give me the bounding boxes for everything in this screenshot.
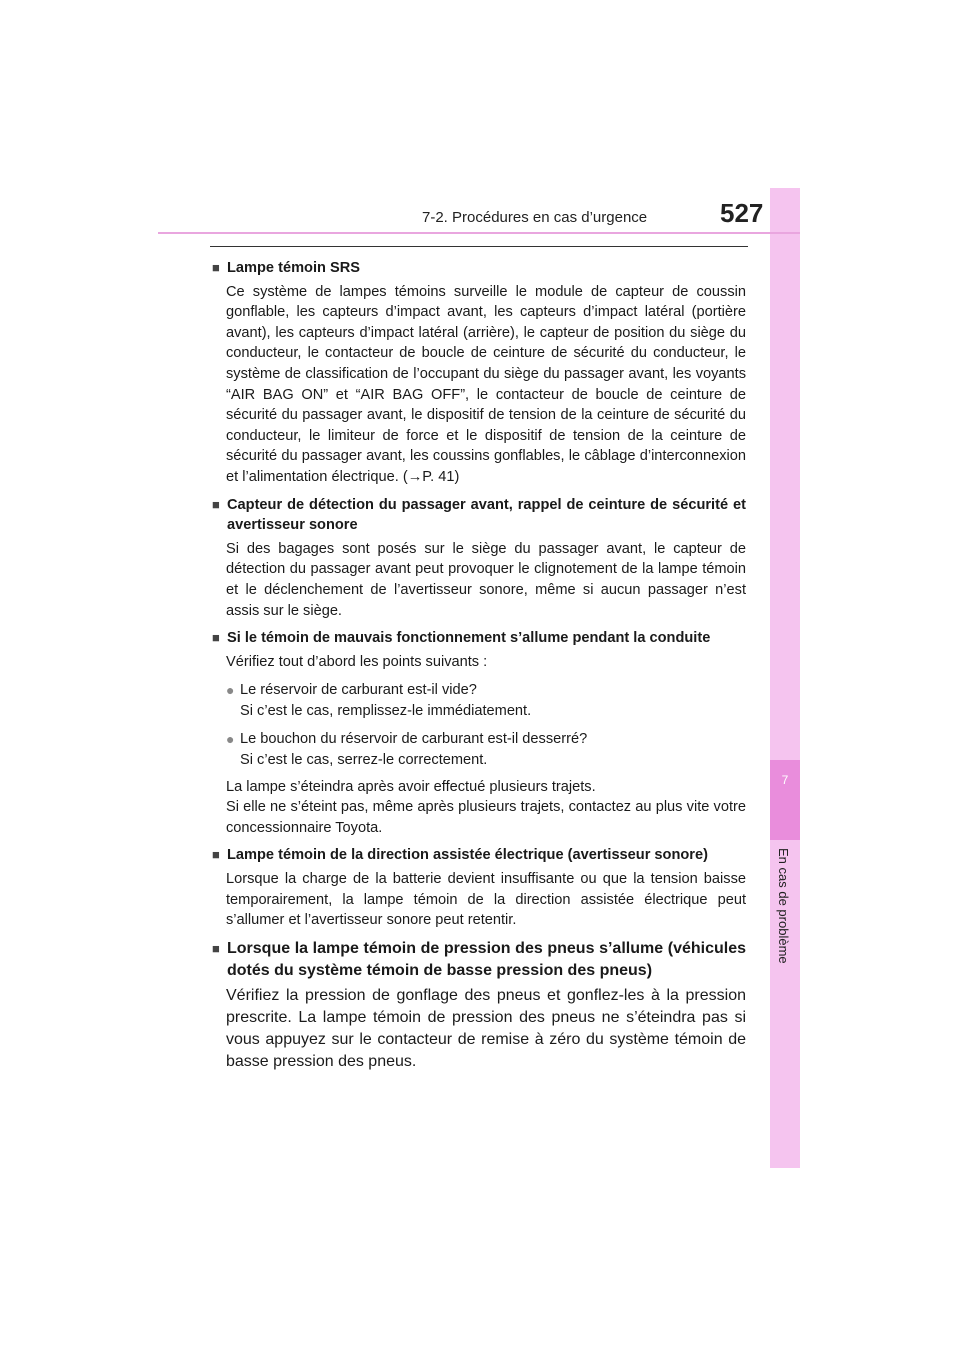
header-section-title: 7-2. Procédures en cas d’urgence xyxy=(422,209,648,226)
section-passenger-sensor xyxy=(212,495,746,622)
circle-bullet-icon: ● xyxy=(226,682,235,699)
chapter-number: 7 xyxy=(781,773,789,787)
section-heading: ■ Lampe témoin SRS xyxy=(212,258,746,279)
circle-bullet-icon: ● xyxy=(226,731,235,748)
chapter-number-tab xyxy=(770,760,800,840)
chapter-title: En cas de problème xyxy=(776,848,791,964)
list-item: ● Le réservoir de carburant est-il vide? Si c’est le cas, remplissez-le immédiatement. xyxy=(226,680,746,721)
section-heading: ■ Capteur de détection du passager avant, rappel de ceinture de sécurité et avertisseur sonore xyxy=(212,495,746,536)
page-number: 527 xyxy=(720,198,764,228)
section-tire-pressure xyxy=(212,938,746,1073)
section-outro: Si elle ne s’éteint pas, même après plusieurs trajets, contactez au plus vite votre concessionnaire Toyota. xyxy=(226,799,746,836)
chapter-side-tab xyxy=(770,188,800,1168)
header-divider xyxy=(158,232,800,234)
page-content xyxy=(212,258,746,1080)
section-heading: ■ Si le témoin de mauvais fonctionnement s’allume pendant la conduite xyxy=(212,628,746,649)
section-malfunction-lamp xyxy=(212,628,746,838)
section-paragraph: Ce système de lampes témoins surveille le module de capteur de coussin gonflable, les capteurs d’impact avant, les capteurs d’impact latéral (portière avant), les capteurs d’impact latéral (arrière), le capteur de position du siège du conducteur, le contacteur de boucle de ceinture de sécurité du conducteur, le système de classification de l’occupant du siège du passager avant, les voyants “AIR BAG ON” et “AIR BAG OFF”, le contacteur de boucle de ceinture de sécurité du passager avant, le dispositif de tension de la ceinture de sécurité du conducteur, le limiteur de force et le dispositif de tension de la ceinture de sécurité du passager avant, les coussins gonflables, le câblage d’interconnexion et l’alimentation électrique. (→P. 41) xyxy=(226,283,746,485)
section-heading: ■ Lorsque la lampe témoin de pression des pneus s’allume (véhicules dotés du système témoin de basse pression des pneus) xyxy=(212,938,746,982)
section-srs-lamp xyxy=(212,258,746,488)
square-bullet-icon: ■ xyxy=(212,847,220,863)
section-heading: ■ Lampe témoin de la direction assistée électrique (avertisseur sonore) xyxy=(212,845,746,866)
square-bullet-icon: ■ xyxy=(212,260,220,275)
section-power-steering xyxy=(212,845,746,930)
list-item: ● Le bouchon du réservoir de carburant est-il desserré? Si c’est le cas, serrez-le correctement. xyxy=(226,729,746,770)
square-bullet-icon: ■ xyxy=(212,630,220,646)
square-bullet-icon: ■ xyxy=(212,496,220,512)
section-outro: La lampe s’éteindra après avoir effectué plusieurs trajets. xyxy=(226,778,596,795)
section-paragraph: Vérifiez la pression de gonflage des pneus et gonflez-les à la pression prescrite. La lampe témoin de pression des pneus ne s’éteindra pas si vous appuyez sur le contacteur de remise à zéro du système témoin de basse pression des pneus. xyxy=(226,986,746,1070)
square-bullet-icon: ■ xyxy=(212,940,220,956)
content-divider xyxy=(210,246,748,247)
section-paragraph: Lorsque la charge de la batterie devient insuffisante ou que la tension baisse temporairement, la lampe témoin de la direction assistée électrique peut s’allumer et l’avertisseur sonore peut retentir. xyxy=(226,871,746,929)
section-paragraph: Si des bagages sont posés sur le siège du passager avant, le capteur de détection du passager avant peut provoquer le clignotement de la lampe témoin et le déclenchement de l’avertisseur sonore, même si aucun passager n’est assis sur le siège. xyxy=(226,540,746,619)
section-intro: Vérifiez tout d’abord les points suivants : xyxy=(226,653,488,670)
